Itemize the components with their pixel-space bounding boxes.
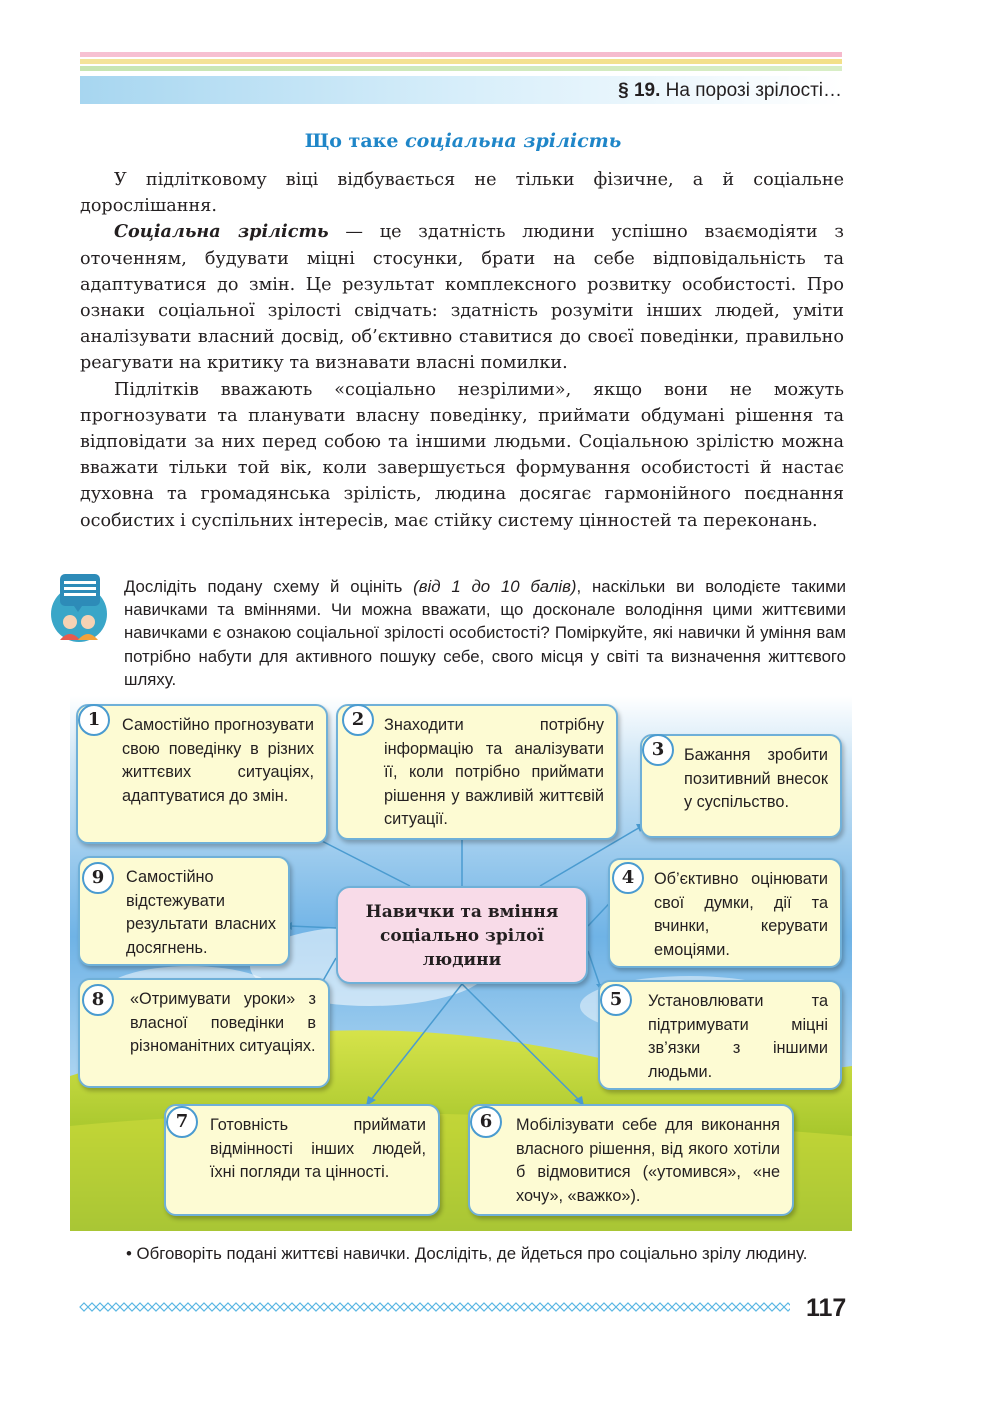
footer-diamond [552,1303,560,1311]
footer-diamond [104,1303,112,1311]
footer-diamond [680,1303,688,1311]
footer-diamond [248,1303,256,1311]
footer-diamond [448,1303,456,1311]
footer-diamond [288,1303,296,1311]
footer-diamond [216,1303,224,1311]
footer-diamond [320,1303,328,1311]
skill-text-6: Мобілізувати себе для виконання власного рішення, від якого хотіли б відмовитися («утомився», «не хочу», «важко»). [516,1116,780,1205]
footer-diamond [328,1303,336,1311]
footer-diamond [120,1303,128,1311]
skill-number-7: 7 [166,1106,198,1138]
footer-diamond [696,1303,704,1311]
footer-diamond [376,1303,384,1311]
footer-diamond [144,1303,152,1311]
footer-diamond [184,1303,192,1311]
footer-diamond [752,1303,760,1311]
footer-diamond [608,1303,616,1311]
footer-diamond [472,1303,480,1311]
skill-box-1 [76,704,328,844]
task-text: Дослідіть подану схему й оцініть (від 1 до 10 балів), наскільки ви володієте такими навичками та вміннями. Чи можна вважати, що досконале володіння цими життєвими навичками є ознакою соціальної зрілості особистості? Поміркуйте, які навички й уміння вам потрібно набути для активного пошуку себе, свого місця у світі та визначення життєвого шляху. [124,577,847,689]
skill-text-3: Бажання зробити позитивний внесок у суспільство. [684,746,828,811]
footer-diamond [360,1303,368,1311]
footer-diamond [424,1303,432,1311]
footer-diamond [536,1303,544,1311]
footer-diamond [272,1303,280,1311]
skill-text-9: Самостійно відстежувати результати власних досягнень. [126,868,276,957]
footer-diamond [432,1303,440,1311]
footer-diamond [480,1303,488,1311]
footer-diamond [576,1303,584,1311]
footer-diamond [664,1303,672,1311]
footer-diamond [384,1303,392,1311]
page-number: 117 [806,1294,847,1322]
footer-diamond [488,1303,496,1311]
footer-diamond [264,1303,272,1311]
footer-diamond [704,1303,712,1311]
footer-diamond [96,1303,104,1311]
body-text [80,167,844,534]
footer-diamond [344,1303,352,1311]
skill-box-8 [78,978,330,1088]
footer-diamond [352,1303,360,1311]
footer-diamond [712,1303,720,1311]
section-name: На порозі зрілості… [665,80,842,101]
footer-diamond [560,1303,568,1311]
footer-diamond [128,1303,136,1311]
footer-diamond [768,1303,776,1311]
skill-box-2 [336,704,618,840]
footer-diamond [520,1303,528,1311]
footer-diamond [176,1303,184,1311]
footer-diamond [464,1303,472,1311]
footer-diamond [616,1303,624,1311]
footer-diamond [720,1303,728,1311]
footer-diamond [200,1303,208,1311]
footer-diamond [152,1303,160,1311]
footer-diamond [640,1303,648,1311]
footer-diamond [504,1303,512,1311]
skill-box-5 [598,980,842,1090]
footer-diamond [688,1303,696,1311]
footer-diamond [600,1303,608,1311]
footer-diamond [400,1303,408,1311]
footer-diamond [168,1303,176,1311]
footer-diamond [416,1303,424,1311]
skill-text-8: «Отримувати уроки» з власної поведінки в різноманітних ситуаціях. [130,990,316,1055]
footer-diamond [672,1303,680,1311]
footer-diamond [88,1303,96,1311]
footer-diamond [632,1303,640,1311]
footer-diamond [408,1303,416,1311]
footer-diamond [280,1303,288,1311]
footer-diamond [232,1303,240,1311]
discussion-prompt: • Обговоріть подані життєві навички. Дослідіть, де йдеться про соціально зрілу людину. [126,1244,808,1263]
skill-text-5: Установлювати та підтримувати міцні зв’язки з іншими людьми. [648,992,828,1081]
skill-number-1: 1 [78,704,110,736]
skills-diagram [70,696,852,1231]
skill-number-4: 4 [612,862,644,894]
footer-diamond [512,1303,520,1311]
footer-diamond [624,1303,632,1311]
skill-number-3: 3 [642,734,674,766]
footer-diamond [528,1303,536,1311]
skill-text-4: Об’єктивно оцінювати свої думки, дії та вчинки, керувати емоціями. [654,870,828,959]
footer-diamond [496,1303,504,1311]
footer-diamond [208,1303,216,1311]
footer-diamond [744,1303,752,1311]
skill-number-5: 5 [600,984,632,1016]
footer-diamond [80,1303,88,1311]
section-number: § 19. [618,80,661,101]
footer-diamond [760,1303,768,1311]
footer-diamond [584,1303,592,1311]
footer-diamond [136,1303,144,1311]
footer-diamond [736,1303,744,1311]
skill-box-6 [468,1104,794,1216]
discussion-icon [46,572,112,644]
footer-diamond [648,1303,656,1311]
footer-pattern [78,1300,790,1314]
footer-diamond [304,1303,312,1311]
footer-diamond [592,1303,600,1311]
footer-diamond [440,1303,448,1311]
footer-diamond [192,1303,200,1311]
footer-diamond [456,1303,464,1311]
footer-diamond [368,1303,376,1311]
footer-diamond [728,1303,736,1311]
skill-text-1: Самостійно прогнозувати свою поведінку в різних життєвих ситуаціях, адаптуватися до змін. [122,716,314,805]
footer-diamond [784,1303,790,1311]
footer-diamond [656,1303,664,1311]
footer-diamond [224,1303,232,1311]
footer-diamond [296,1303,304,1311]
skill-number-9: 9 [82,862,114,894]
skill-text-7: Готовність приймати відмінності інших людей, їхні погляди та цінності. [210,1116,426,1181]
skill-box-7 [164,1104,440,1216]
footer-diamond [392,1303,400,1311]
footer-diamond [568,1303,576,1311]
paragraph-1: У підлітковому віці відбувається не тільки фізичне, а й соціальне дорослішання. [80,170,844,217]
section-title [618,80,842,102]
footer-diamond [240,1303,248,1311]
paragraph-2: Соціальна зрілість — це здатність людини успішно взаємодіяти з оточенням, будувати міцні стосунки, брати на себе відповідальність та адаптуватися до змін. Це результат комплексного розвитку особистості. Про ознаки соціальної зрілості свідчать: здатність розуміти інших людей, уміти аналізувати власний досвід, об’єктивно ставитися до своєї поведінки, правильно реагувати на критику та визнавати власні помилки. [80,221,844,374]
footer-diamond [336,1303,344,1311]
skill-number-8: 8 [82,984,114,1016]
page-heading: Що таке соціальна зрілість [304,130,622,152]
skill-text-2: Знаходити потрібну інформацію та аналізувати її, коли потрібно приймати рішення у важливій життєвій ситуації. [384,716,604,828]
footer-diamond [160,1303,168,1311]
footer-diamond [112,1303,120,1311]
paragraph-3: Підлітків вважають «соціально незрілими», якщо вони не можуть прогнозувати та планувати власну поведінку, приймати обдумані рішення та відповідати за них перед собою та іншими людьми. Соціальною зрілістю можна вважати тільки той вік, коли завершується формування особистості й настає духовна та громадянська зрілість, людина досягає гармонійного поєднання особистих і суспільних інтересів, має стійку систему цінностей та переконань. [80,379,844,531]
footer-diamond [312,1303,320,1311]
footer-diamond [544,1303,552,1311]
skill-number-6: 6 [470,1106,502,1138]
footer-diamond [256,1303,264,1311]
footer-diamond [776,1303,784,1311]
diagram-center: Навички та вміння соціально зрілої людини [336,886,588,984]
skill-number-2: 2 [342,704,374,736]
